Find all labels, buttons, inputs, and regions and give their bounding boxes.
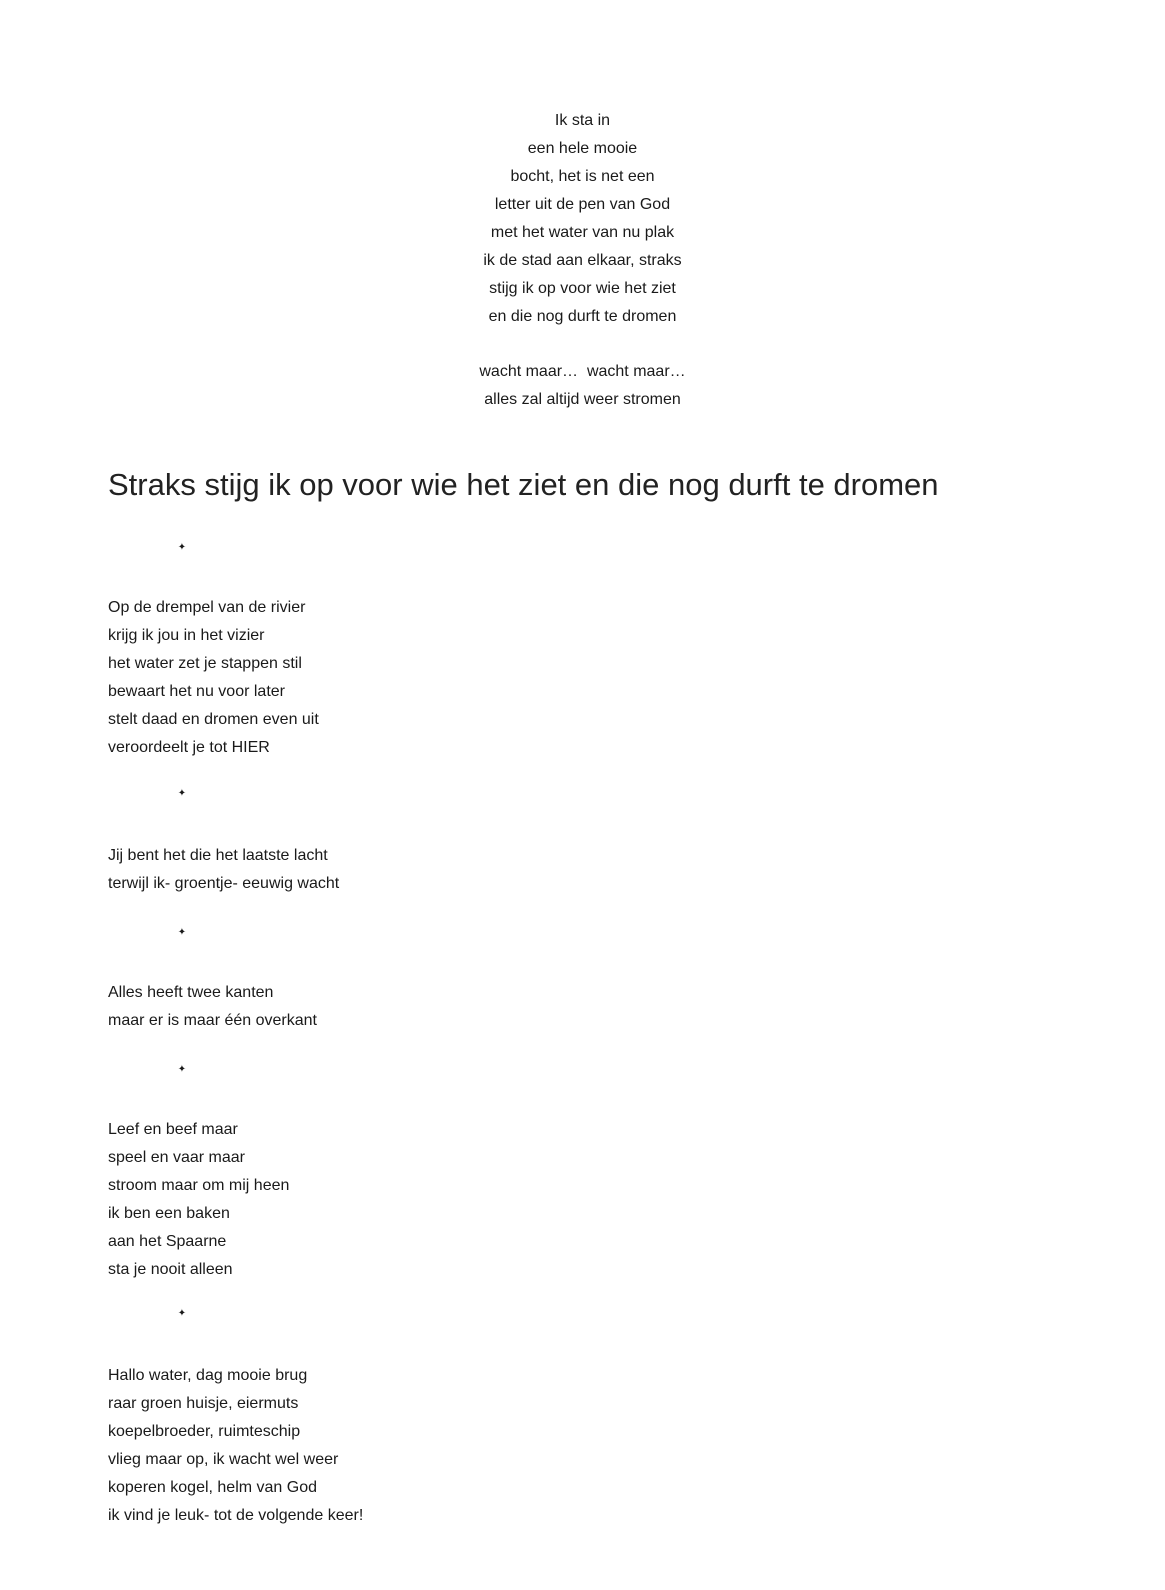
poem-line: koepelbroeder, ruimteschip xyxy=(108,1423,301,1440)
separator-star-icon: ✦ xyxy=(177,542,187,553)
page-heading: Straks stijg ik op voor wie het ziet en die nog durft te dromen xyxy=(108,467,939,502)
poem-line: ik vind je leuk- tot de volgende keer! xyxy=(108,1507,364,1524)
poem-line: een hele mooie xyxy=(527,140,638,157)
poem-line: krijg ik jou in het vizier xyxy=(108,627,265,644)
poem-line: veroordeelt je tot HIER xyxy=(108,739,270,756)
poem-line: aan het Spaarne xyxy=(108,1233,227,1250)
poem-line: letter uit de pen van God xyxy=(494,196,671,213)
separator-star-icon: ✦ xyxy=(177,1308,187,1319)
poem-line: ik de stad aan elkaar, straks xyxy=(483,252,682,269)
poem-line: speel en vaar maar xyxy=(108,1149,245,1166)
stanza-gap xyxy=(0,331,1165,358)
poem-line: Op de drempel van de rivier xyxy=(108,599,306,616)
poem-line: sta je nooit alleen xyxy=(108,1261,233,1278)
poem-line: maar er is maar één overkant xyxy=(108,1012,317,1029)
poem-line: vlieg maar op, ik wacht wel weer xyxy=(108,1451,339,1468)
poem-line: stelt daad en dromen even uit xyxy=(108,711,319,728)
poem-line: raar groen huisje, eiermuts xyxy=(108,1395,299,1412)
poem-line: ik ben een baken xyxy=(108,1205,230,1222)
poem-line: met het water van nu plak xyxy=(490,224,675,241)
poem-line: bocht, het is net een xyxy=(510,168,655,185)
intro-poem xyxy=(0,107,1165,414)
poem-line: wacht maar… wacht maar… xyxy=(479,363,686,380)
stanza-2 xyxy=(108,842,339,898)
poem-line: Hallo water, dag mooie brug xyxy=(108,1367,308,1384)
separator-star-icon: ✦ xyxy=(177,788,187,799)
separator-star-icon: ✦ xyxy=(177,927,187,938)
poem-line: Jij bent het die het laatste lacht xyxy=(108,847,328,864)
poem-line: alles zal altijd weer stromen xyxy=(484,391,681,408)
poem-line: koperen kogel, helm van God xyxy=(108,1479,318,1496)
separator-star-icon: ✦ xyxy=(177,1064,187,1075)
poem-line: het water zet je stappen stil xyxy=(108,655,302,672)
poem-line: Alles heeft twee kanten xyxy=(108,984,274,1001)
stanza-1 xyxy=(108,594,319,762)
poem-line: bewaart het nu voor later xyxy=(108,683,285,700)
poem-line: terwijl ik- groentje- eeuwig wacht xyxy=(108,875,340,892)
stanza-5 xyxy=(108,1362,363,1530)
stanza-4 xyxy=(108,1116,289,1284)
poem-line: Leef en beef maar xyxy=(108,1121,238,1138)
poem-line: en die nog durft te dromen xyxy=(488,308,677,325)
poem-line: Ik sta in xyxy=(554,112,611,129)
stanza-3 xyxy=(108,979,317,1035)
poem-line: stroom maar om mij heen xyxy=(108,1177,290,1194)
poem-line: stijg ik op voor wie het ziet xyxy=(489,280,676,297)
